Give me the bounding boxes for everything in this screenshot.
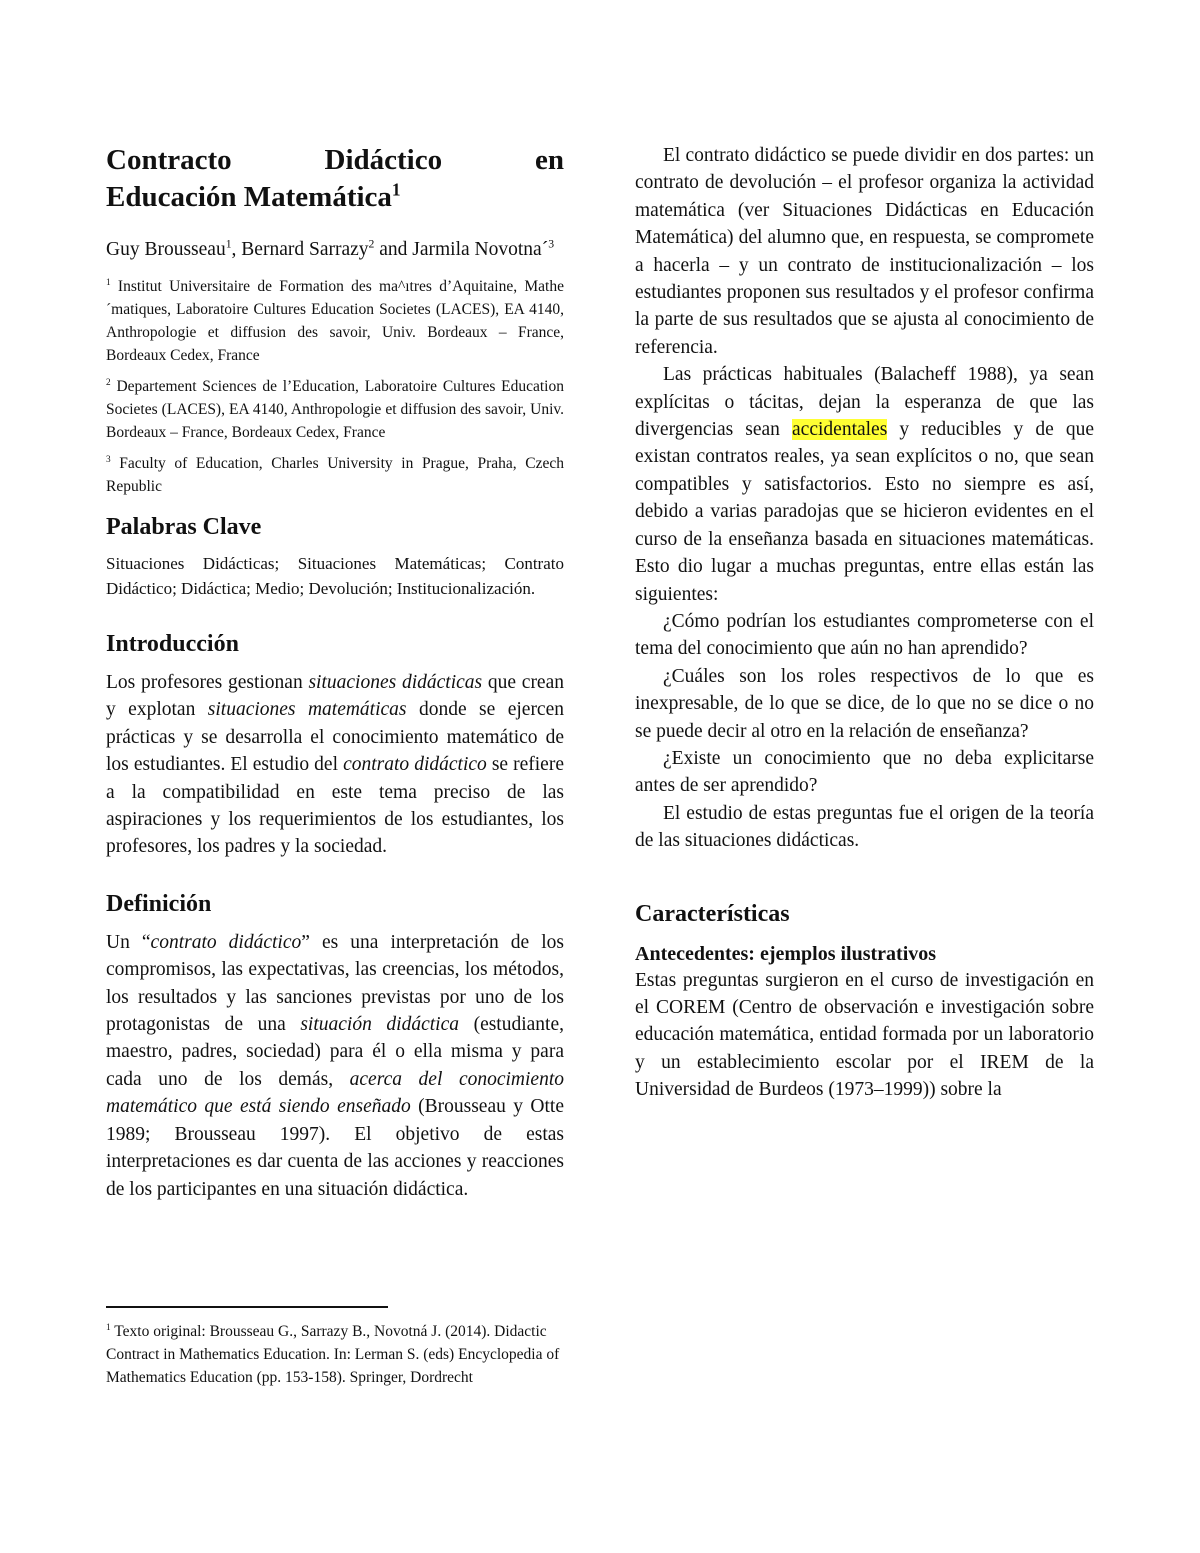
intro-heading: Introducción <box>106 631 239 657</box>
footnote <box>106 1320 564 1389</box>
footnote-text: Texto original: Brousseau G., Sarrazy B., Novotná J. (2014). Didactic Contract in Mathematics Education. In: Lerman S. (eds) Encyclopedia of Mathematics Education (pp. 153-158). Springer, Dordrecht <box>106 1323 560 1386</box>
text-run: y reducibles y de que existan contratos reales, ya sean explícitos o no, que sean compatibles y satisfactorios. Esto no siempre es así, debido a varias paradojas que se hicieron evidentes en el curso de la enseñanza basada en situaciones matemáticas. Esto dio lugar a muchas preguntas, entre ellas están las siguientes: <box>635 419 1094 605</box>
text-run: que crean y explotan <box>106 672 564 721</box>
emphasis: contrato didáctico <box>150 931 302 953</box>
left-column <box>106 142 564 1203</box>
title-line-1 <box>106 142 564 179</box>
text-run: Las prácticas habituales (Balacheff 1988), ya sean explícitas o tácitas, dejan la esperanza de que las divergencias sean <box>635 364 1094 441</box>
author-separator: , <box>231 239 242 260</box>
author-separator: and <box>374 239 413 260</box>
title-footnote-mark: 1 <box>391 179 401 200</box>
right-column <box>635 142 1094 1104</box>
footnote-mark: 1 <box>106 1322 111 1333</box>
affiliation-text: Faculty of Education, Charles University in Prague, Praha, Czech Republic <box>106 455 564 495</box>
affiliation-text: Institut Universitaire de Formation des ma^ıtres d’Aquitaine, Mathe´matiques, Laboratoire Cultures Education Societes (LACES), EA 4140, Anthropologie et diffusion des savoir, Univ. Bordeaux – France, Bordeaux Cedex, France <box>106 278 564 364</box>
author-mark: 1 <box>225 237 232 251</box>
affiliation-mark: 2 <box>106 377 111 388</box>
affiliation <box>106 452 564 498</box>
title-word: Didáctico <box>324 144 443 176</box>
question-paragraph: ¿Existe un conocimiento que no deba explicitarse antes de ser aprendido? <box>635 747 1094 797</box>
keywords-heading: Palabras Clave <box>106 514 262 540</box>
title-line-2: Educación Matemática <box>106 181 392 213</box>
intro-paragraph <box>106 669 564 861</box>
author-mark: 2 <box>368 237 375 251</box>
characteristics-heading: Características <box>635 900 790 927</box>
emphasis: situación didáctica <box>300 1014 459 1036</box>
affiliation-mark: 1 <box>106 277 111 288</box>
text-run: ” es una interpretación de los compromisos, las expectativas, las creencias, los métodos, los resultados y las sanciones previstas por uno de los protagonistas de una <box>106 931 564 1036</box>
text-run: donde se ejercen prácticas y se desarrolla el conocimiento matemático de los estudiantes. El estudio del <box>106 699 564 776</box>
text-run: (Brousseau y Otte 1989; Brousseau 1997). El objetivo de estas interpretaciones es dar cuenta de las acciones y reacciones de los participantes en una situación didáctica. <box>106 1096 565 1200</box>
practices-paragraph <box>635 361 1094 608</box>
background-subheading: Antecedentes: ejemplos ilustrativos <box>635 942 937 965</box>
definition-paragraph-part1 <box>106 929 564 1203</box>
text-run: se refiere a la compatibilidad en este tema preciso de las aspiraciones y los requerimientos de los estudiantes, los profesores, los padres y la sociedad. <box>106 754 564 858</box>
emphasis: situaciones didácticas <box>308 672 483 693</box>
contract-paragraph: El contrato didáctico se puede dividir en dos partes: un contrato de devolución – el profesor organiza la actividad matemática (ver Situaciones Didácticas en Educación Matemática) del alumno que, en respuesta, se compromete a hacerla – y un contrato de institucionalización – los estudiantes proponen sus resultados y el profesor confirma la parte de sus resultados que se ajusta al conocimiento de referencia. <box>635 145 1094 358</box>
affiliation-text: Departement Sciences de l’Education, Laboratoire Cultures Education Societes (LACES), EA 4140, Anthropologie et diffusion des savoir, Univ. Bordeaux – France, Bordeaux Cedex, France <box>106 378 564 441</box>
author-name: Guy Brousseau <box>106 239 226 260</box>
emphasis: situaciones matemáticas <box>207 699 407 721</box>
footnote-divider <box>106 1306 388 1308</box>
emphasis: contrato didáctico <box>343 754 487 776</box>
question-paragraph: ¿Cuáles son los roles respectivos de lo que es inexpresable, de lo que se dice, de lo que no se dice o no se puede decir al otro en la relación de enseñanza? <box>635 665 1094 742</box>
author-name: Bernard Sarrazy <box>241 239 369 260</box>
affiliation-mark: 3 <box>106 454 111 465</box>
background-paragraph: Estas preguntas surgieron en el curso de investigación en el COREM (Centro de observación e investigación sobre educación matemática, entidad formada por un laboratorio y un establecimiento escolar por el IREM de la Universidad de Burdeos (1973–1999)) sobre la <box>635 969 1094 1101</box>
author-name: Jarmila Novotna´ <box>412 239 549 260</box>
text-run: Un “ <box>106 931 151 953</box>
closing-paragraph: El estudio de estas preguntas fue el origen de la teoría de las situaciones didácticas. <box>635 802 1094 852</box>
paper-title <box>106 142 564 216</box>
affiliation <box>106 375 564 444</box>
emphasis: acerca del conocimiento matemático que está siendo enseñado <box>106 1068 564 1118</box>
definition-heading: Definición <box>106 890 212 917</box>
affiliation <box>106 275 564 367</box>
text-run: (estudiante, maestro, padres, sociedad) para él o ella misma y para cada uno de los demás, <box>106 1014 565 1090</box>
highlighted-word: accidentales <box>792 419 888 441</box>
text-run: Los profesores gestionan <box>106 672 309 693</box>
title-word: Contracto <box>106 144 232 176</box>
author-mark: 3 <box>548 237 555 251</box>
title-word: en <box>534 144 564 176</box>
keywords-text: Situaciones Didácticas; Situaciones Matemáticas; Contrato Didáctico; Didáctica; Medio; Devolución; Institucionalización. <box>106 554 564 598</box>
question-paragraph: ¿Cómo podrían los estudiantes comprometerse con el tema del conocimiento que aún no han aprendido? <box>635 610 1094 660</box>
author-list <box>106 236 564 263</box>
